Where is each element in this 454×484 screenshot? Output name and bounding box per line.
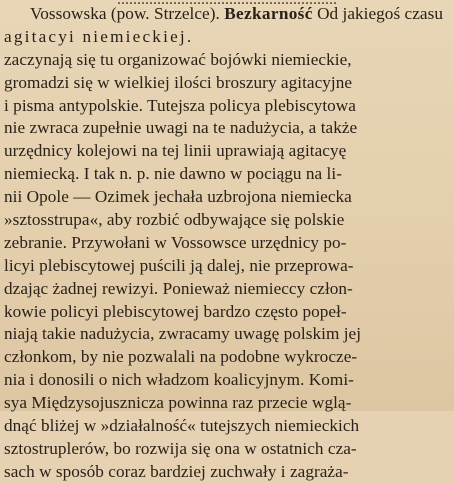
article-line-04: gromadzi się w wielkiej ilości broszury agitacyjne	[4, 72, 353, 92]
article-line-20: sztostruplerów, bo rozwija się ona w ostatnich cza-	[4, 438, 357, 458]
article-line-14: kowie policyi plebiscytowej bardzo często popeł-	[4, 301, 347, 321]
article-line-08: niemiecką. I tak n. p. nie dawno w pociągu na li-	[4, 164, 342, 184]
article-line-09: nii Opole — Ozimek jechała uzbrojona niemiecka	[4, 187, 352, 207]
article-line-text-01: Od jakiegoś czasu	[317, 4, 443, 23]
article-line-17: nia i donosili o nich władzom koalicyjnym. Komi-	[4, 370, 354, 390]
article-place: Vossowska (pow. Strzelce).	[30, 4, 220, 23]
article-line-12: licyi plebiscytowej puścili ją dalej, nie przeprowa-	[4, 255, 354, 275]
article-line-19: dnąć bliżej w »działalność« tutejszych niemieckich	[4, 416, 360, 436]
article-line-21: sach w sposób coraz bardziej zuchwały i zagraża-	[4, 461, 349, 481]
article-line-18: sya Międzysojusznicza powinna raz przecie wglą-	[4, 393, 352, 413]
article-line-11: zebranie. Przywołani w Vossowsce urzędnicy po-	[4, 232, 347, 252]
article-line-02	[4, 26, 448, 49]
article-headline-continuation: agitacyi niemieckiej.	[4, 26, 194, 46]
article-headline: Bezkarność	[224, 4, 313, 23]
article-line-06: nie zwraca zupełnie uwagi na te nadużycia, a także	[4, 118, 358, 138]
news-article	[4, 3, 448, 484]
article-line-07: urzędnicy kolejowi na tej linii uprawiają agitacyę	[4, 141, 347, 161]
article-line-13: dzając żadnej rewizyi. Ponieważ niemieccy człon-	[4, 278, 353, 298]
article-line-15: niają takie nadużycia, zwracamy uwagę polskim jej	[4, 324, 362, 344]
article-line-03: zaczynają się tu organizować bojówki niemieckie,	[4, 49, 352, 69]
article-line-10: »sztosstrupa«, aby rozbić odbywające się polskie	[4, 210, 345, 230]
article-line-05: i pisma antypolskie. Tutejsza policya plebiscytowa	[4, 95, 356, 115]
article-line-01	[4, 3, 448, 26]
article-line-16: członkom, by nie pozwalali na podobne wykrocze-	[4, 347, 358, 367]
